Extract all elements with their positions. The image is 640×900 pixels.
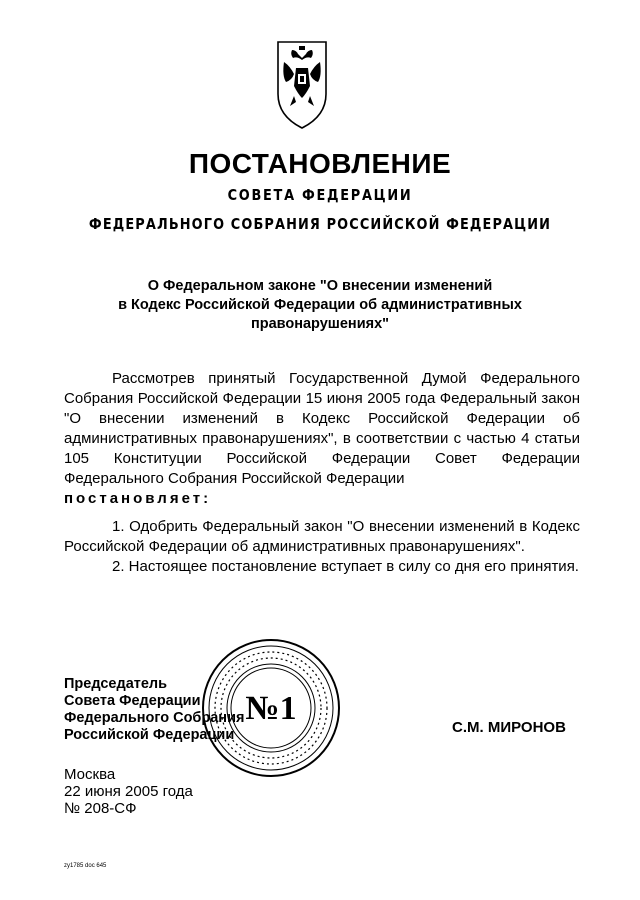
subject-line-3: правонарушениях" (250, 316, 390, 332)
subject-line-1: О Федеральном законе "О внесении изменений (147, 278, 493, 294)
date-of-issue: 22 июня 2005 года (64, 783, 193, 800)
issuer-line-1: СОВЕТА ФЕДЕРАЦИИ (227, 186, 413, 204)
decree-word: постановляет: (64, 490, 212, 507)
document-subject (70, 277, 570, 334)
resolution-item-1: 1. Одобрить Федеральный закон "О внесении изменений в Кодекс Российской Федерации об административных правонарушениях". (64, 518, 580, 555)
stamp-number: №1 (245, 690, 297, 727)
round-seal-stamp-icon (200, 637, 342, 779)
file-reference: zy1785 doc 645 (64, 863, 107, 869)
subject-line-2: в Кодекс Российской Федерации об административных (118, 297, 522, 313)
document-title: ПОСТАНОВЛЕНИЕ (188, 148, 452, 179)
resolution-items (64, 517, 580, 577)
preamble-text: Рассмотрев принятый Государственной Думой Федерального Собрания Российской Федерации 15 июня 2005 года Федеральный закон "О внесении изменений в Кодекс Российской Федерации об административных правонарушениях", в соответствии с частью 4 статьи 105 Конституции Российской Федерации Совет Федерации Федерального Собрания Российской Федерации (64, 370, 580, 487)
document-number: № 208-СФ (64, 800, 137, 817)
signatory-line-1: Председатель (64, 676, 168, 692)
preamble (64, 369, 580, 509)
signatory-name: С.М. МИРОНОВ (452, 719, 566, 736)
coat-of-arms-icon (270, 36, 334, 136)
signatory-line-3: Федерального Собрания (64, 710, 245, 726)
document-footer (64, 766, 193, 817)
resolution-item-2: 2. Настоящее постановление вступает в силу со дня его принятия. (112, 558, 579, 575)
place-of-issue: Москва (64, 766, 116, 783)
issuer-line-2: ФЕДЕРАЛЬНОГО СОБРАНИЯ РОССИЙСКОЙ ФЕДЕРАЦИИ (88, 215, 552, 233)
signatory-line-4: Российской Федерации (64, 727, 235, 743)
signatory-line-2: Совета Федерации (64, 693, 201, 709)
